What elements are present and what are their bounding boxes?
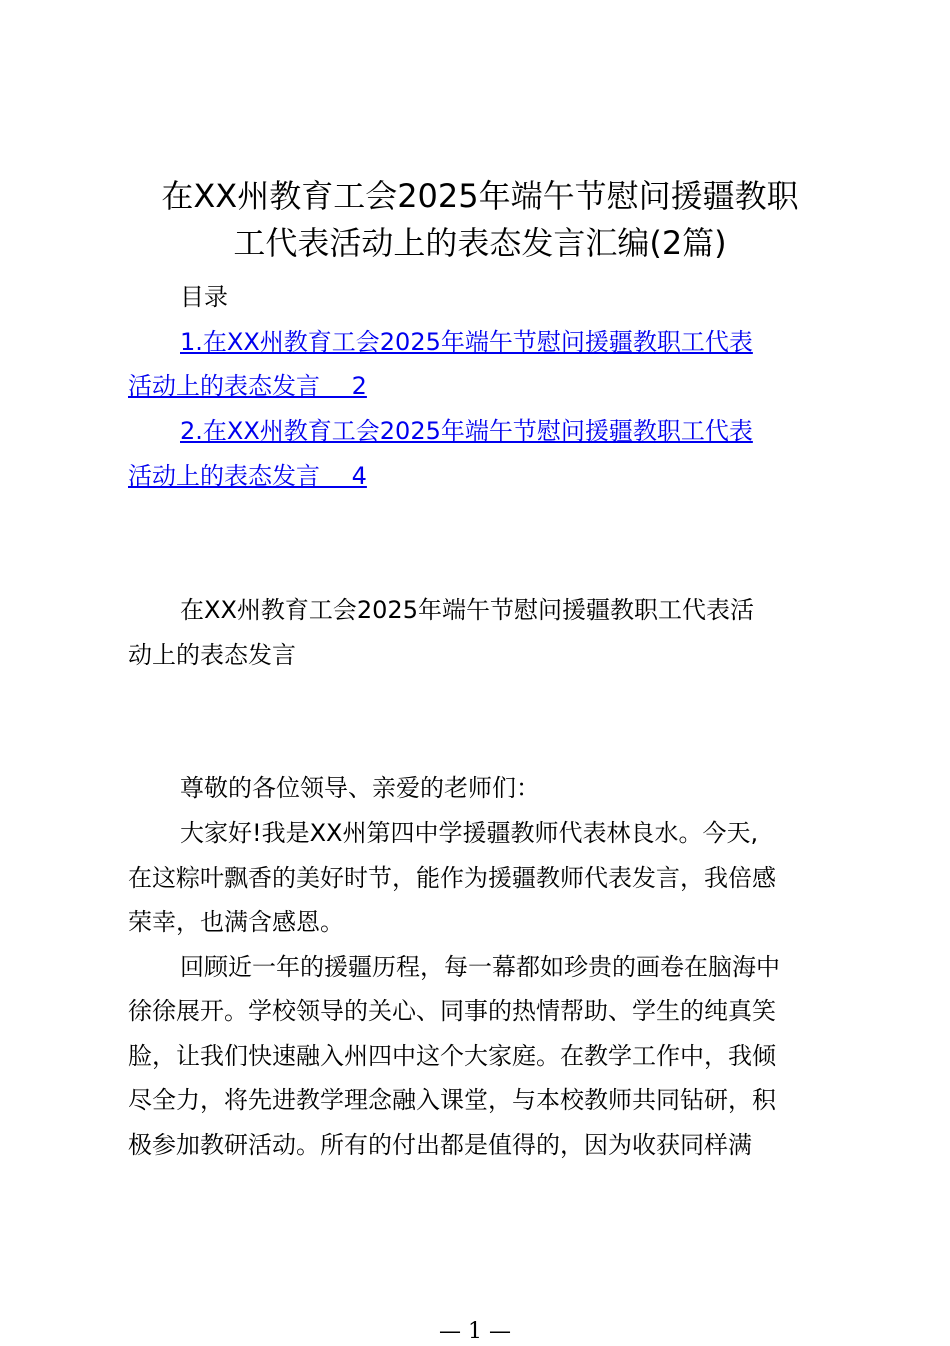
body-line-4: 荣幸，也满含感恩。: [128, 908, 344, 936]
toc-entry-1-line-1[interactable]: 1.在XX州教育工会2025年端午节慰问援疆教职工代表: [180, 328, 753, 356]
body-line-6: 徐徐展开。学校领导的关心、同事的热情帮助、学生的纯真笑: [128, 997, 776, 1025]
body-line-9: 极参加教研活动。所有的付出都是值得的，因为收获同样满: [128, 1131, 752, 1159]
body-line-8: 尽全力，将先进教学理念融入课堂，与本校教师共同钻研，积: [128, 1086, 776, 1114]
toc-entry-2-line-1[interactable]: 2.在XX州教育工会2025年端午节慰问援疆教职工代表: [180, 417, 753, 445]
toc-entry-1-line-2[interactable]: 活动上的表态发言 2: [128, 372, 367, 400]
page-number: — 1 —: [439, 1319, 511, 1344]
body-line-2: 大家好!我是XX州第四中学援疆教师代表林良水。今天,: [180, 819, 759, 847]
toc-entry-2-line-2[interactable]: 活动上的表态发言 4: [128, 462, 367, 490]
body-line-7: 脸，让我们快速融入州四中这个大家庭。在教学工作中，我倾: [128, 1042, 776, 1070]
body-line-5: 回顾近一年的援疆历程，每一幕都如珍贵的画卷在脑海中: [180, 953, 780, 981]
body-line-3: 在这粽叶飘香的美好时节，能作为援疆教师代表发言，我倍感: [128, 864, 776, 892]
document-title-line-1: 在XX州教育工会2025年端午节慰问援疆教职: [161, 177, 799, 215]
section-title-line-1: 在XX州教育工会2025年端午节慰问援疆教职工代表活: [180, 596, 754, 624]
document-title-line-2: 工代表活动上的表态发言汇编(2篇): [233, 224, 727, 262]
section-title-line-2: 动上的表态发言: [128, 641, 296, 669]
body-line-1: 尊敬的各位领导、亲爱的老师们：: [180, 774, 540, 802]
toc-heading: 目录: [180, 283, 228, 311]
